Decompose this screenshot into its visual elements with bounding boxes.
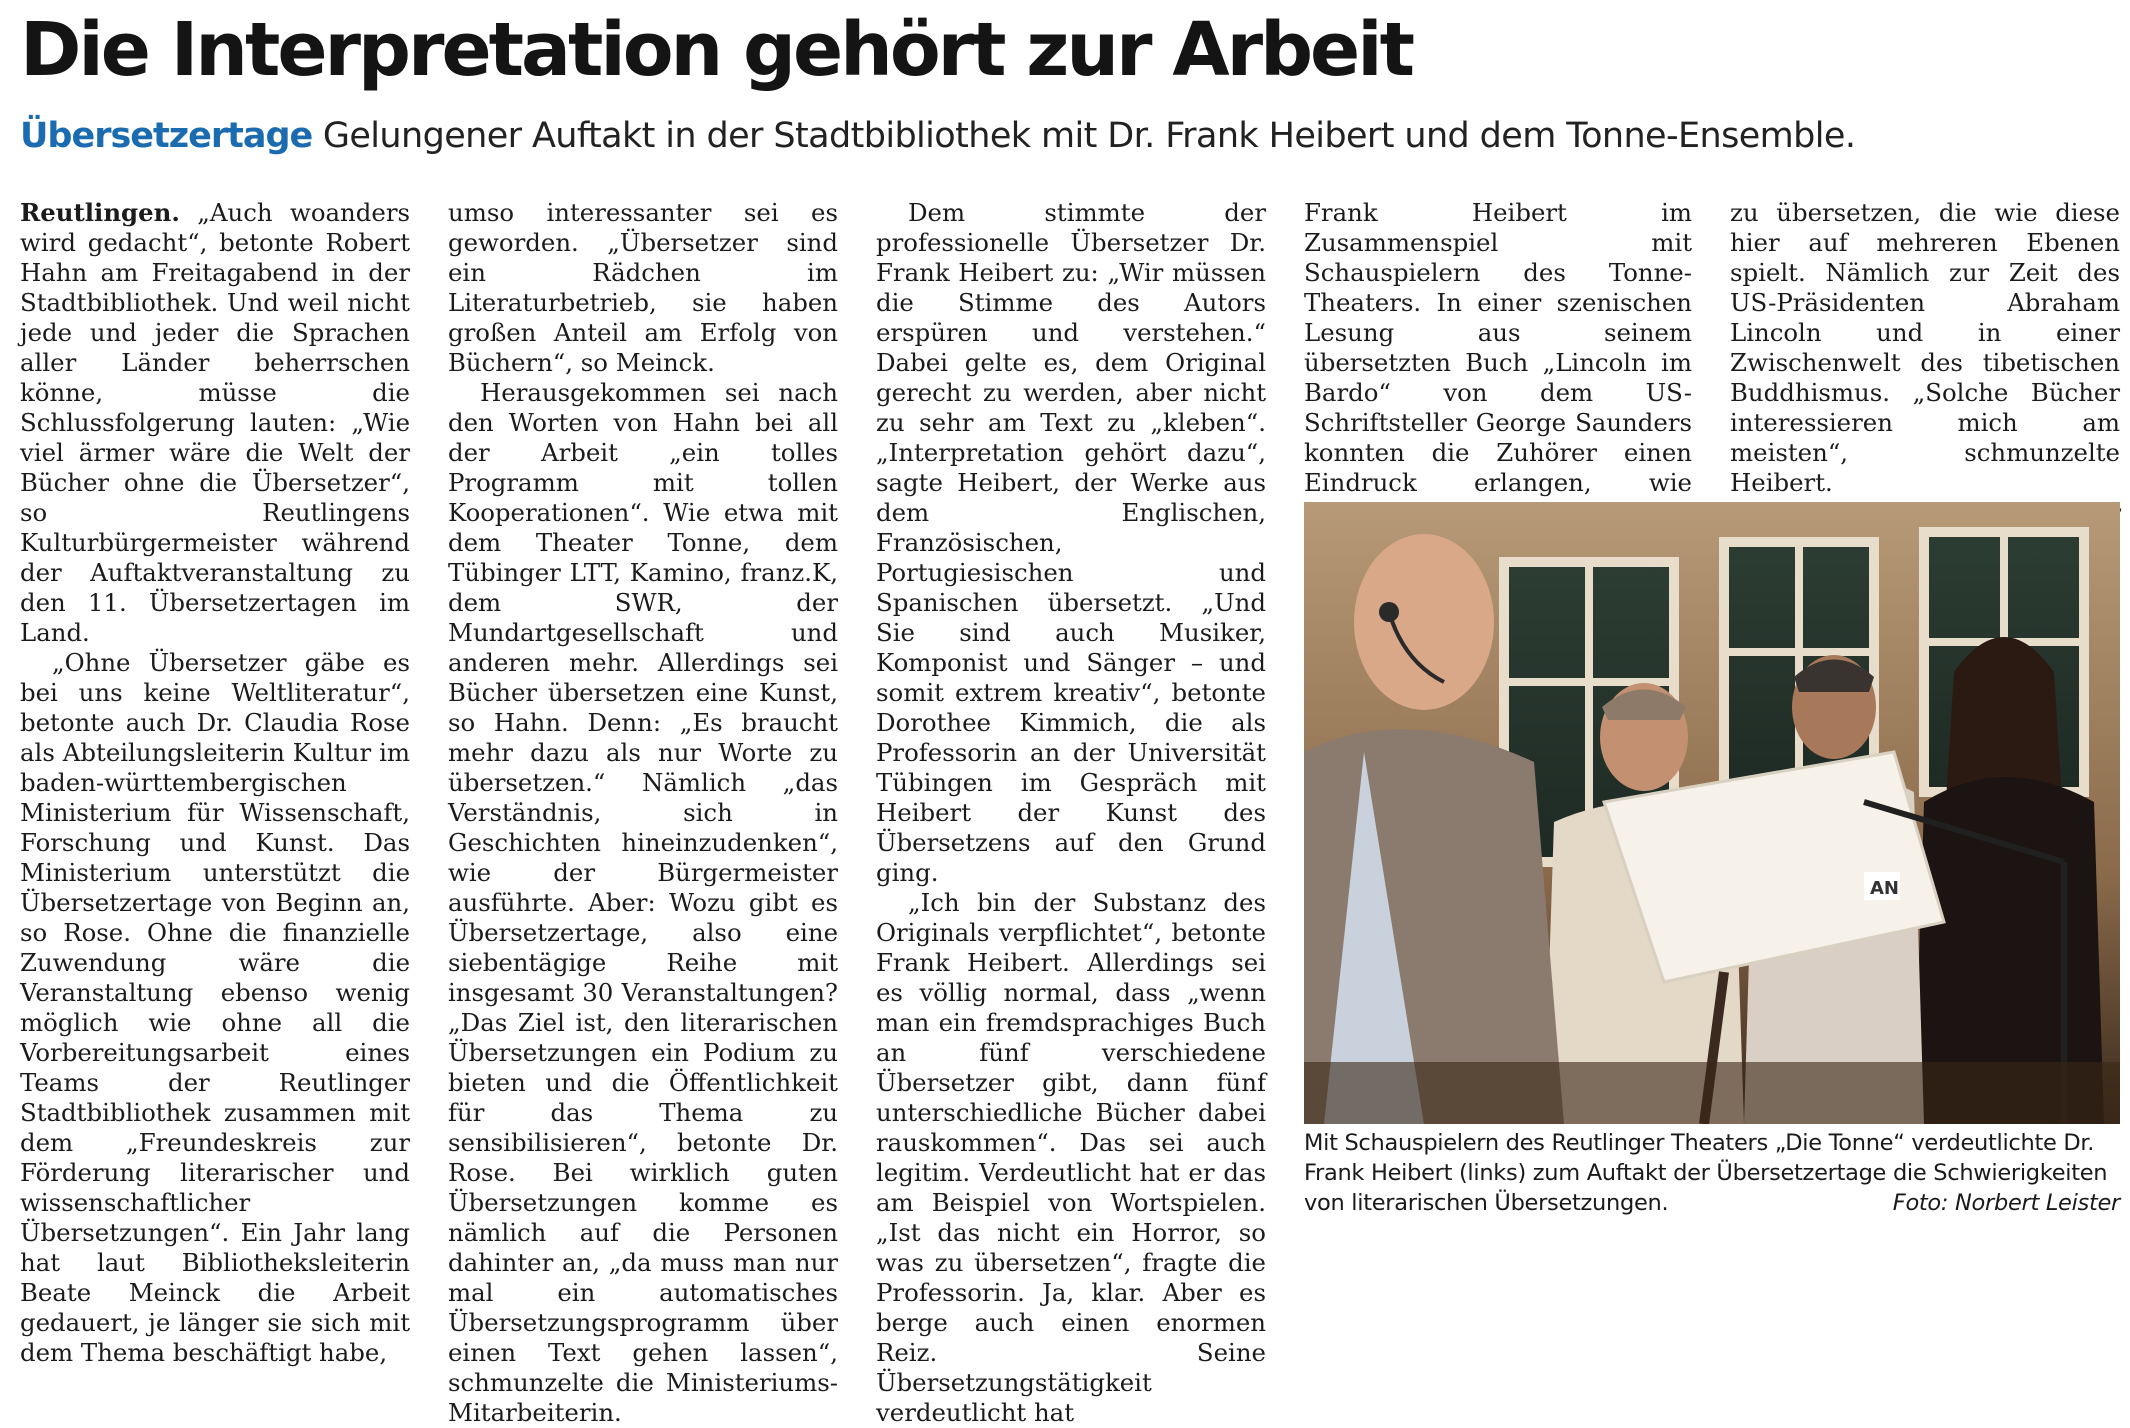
column-5 [1730, 198, 2120, 528]
headline: Die Interpretation gehört zur Arbeit [20, 7, 1412, 93]
paragraph: „Ich bin der Substanz des Originals verpflichtet“, betonte Frank Heibert. Allerdings sei es völlig normal, dass „wenn man ein fremdsprachiges Buch an fünf verschiedene Übersetzer gibt, dann fünf unterschiedliche Bücher dabei rauskommen“. Das sei auch legitim. Verdeutlicht hat er das am Beispiel von Wortspielen. „Ist das nicht ein Horror, so was zu übersetzen“, fragte die Professorin. Ja, klar. Aber es berge auch einen enormen Reiz. Seine Übersetzungstätigkeit verdeutlicht hat [876, 888, 1266, 1427]
column-3 [876, 198, 1266, 1428]
photo-credit: Foto: Norbert Leister [1892, 1190, 2120, 1216]
paragraph: „Ohne Übersetzer gäbe es bei uns keine Weltliteratur“, betonte auch Dr. Claudia Rose als Abteilungsleiterin Kultur im baden-württembergischen Ministerium für Wissenschaft, Forschung und Kunst. Das Ministerium unterstützt die Übersetzertage von Beginn an, so Rose. Ohne die finanzielle Zuwendung wäre die Veranstaltung ebenso wenig möglich wie ohne all die Vorbereitungsarbeit eines Teams der Reutlinger Stadtbibliothek zusammen mit dem „Freundeskreis zur Förderung literarischer und wissenschaftlicher Übersetzungen“. Ein Jahr lang hat laut Bibliotheksleiterin Beate Meinck die Arbeit gedauert, je länger sie sich mit dem Thema beschäftigt habe, [20, 648, 410, 1367]
column-2 [448, 198, 838, 1428]
caption-text: Mit Schauspielern des Reutlinger Theaters „Die Tonne“ verdeutlichte Dr. Frank Heibert (links) zum Auftakt der Übersetzertage die Schwierigkeiten von literarischen Übersetzungen. [1304, 1130, 2108, 1216]
paragraph-text: „Auch woanders wird gedacht“, betonte Robert Hahn am Freitagabend in der Stadtbibliothek. Und weil nicht jede und jeder die Sprachen aller Länder beherrschen könne, müsse die Schlussfolgerung lauten: „Wie viel ärmer wäre die Welt der Bücher ohne die Übersetzer“, so Reutlingens Kulturbürgermeister während der Auftaktveranstaltung zu den 11. Übersetzertagen im Land. [20, 198, 410, 647]
stand-label: AN [1870, 878, 1899, 899]
paragraph: umso interessanter sei es geworden. „Übersetzer sind ein Rädchen im Literaturbetrieb, sie haben großen Anteil am Erfolg von Büchern“, so Meinck. [448, 198, 838, 377]
paragraph: zu übersetzen, die wie diese hier auf mehreren Ebenen spielt. Nämlich zur Zeit des US-Präsidenten Abraham Lincoln und in einer Zwischenwelt des tibetischen Buddhismus. „Solche Bücher interessieren mich am meisten“, schmunzelte Heibert. [1730, 198, 2120, 497]
article-photo [1304, 502, 2120, 1124]
photo-caption [1304, 1128, 2120, 1218]
paragraph: Dem stimmte der professionelle Übersetzer Dr. Frank Heibert zu: „Wir müssen die Stimme des Autors erspüren und verstehen.“ Dabei gelte es, dem Original gerecht zu werden, aber nicht zu sehr am Text zu „kleben“. „Interpretation gehört dazu“, sagte Heibert, der Werke aus dem Englischen, Französischen, Portugiesischen und Spanischen übersetzt. „Und Sie sind auch Musiker, Komponist und Sänger – und somit extrem kreativ“, betonte Dorothee Kimmich, die als Professorin an der Universität Tübingen im Gespräch mit Heibert der Kunst des Übersetzens auf den Grund ging. [876, 198, 1266, 887]
subheadline [20, 116, 1855, 156]
column-1 [20, 198, 410, 1368]
kicker: Übersetzertage [20, 116, 313, 156]
paragraph: Herausgekommen sei nach den Worten von Hahn bei all der Arbeit „ein tolles Programm mit tollen Kooperationen“. Wie etwa mit dem Theater Tonne, dem Tübinger LTT, Kamino, franz.K, dem SWR, der Mundartgesellschaft und anderen mehr. Allerdings sei Bücher übersetzen eine Kunst, so Hahn. Denn: „Es braucht mehr dazu als nur Worte zu übersetzen.“ Nämlich „das Verständnis, sich in Geschichten hineinzudenken“, wie der Bürgermeister ausführte. Aber: Wozu gibt es Übersetzertage, also eine siebentägige Reihe mit insgesamt 30 Veranstaltungen? „Das Ziel ist, den literarischen Übersetzungen ein Podium zu bieten und die Öffentlichkeit für das Thema zu sensibilisieren“, betonte Dr. Rose. Bei wirklich guten Übersetzungen komme es nämlich auf die Personen dahinter an, „da muss man nur mal ein automatisches Übersetzungsprogramm über einen Text gehen lassen“, schmunzelte die Ministeriums-Mitarbeiterin. [448, 378, 838, 1427]
paragraph: Frank Heibert im Zusammenspiel mit Schauspielern des Tonne-Theaters. In einer szenischen Lesung aus seinem übersetzten Buch „Lincoln im Bardo“ von dem US-Schriftsteller George Saunders konnten die Zuhörer einen Eindruck erlangen, wie [1304, 198, 1692, 497]
paragraph [20, 198, 410, 648]
dateline: Reutlingen. [20, 198, 180, 227]
subheadline-text: Gelungener Auftakt in der Stadtbibliothek mit Dr. Frank Heibert und dem Tonne-Ensemble. [322, 116, 1856, 156]
